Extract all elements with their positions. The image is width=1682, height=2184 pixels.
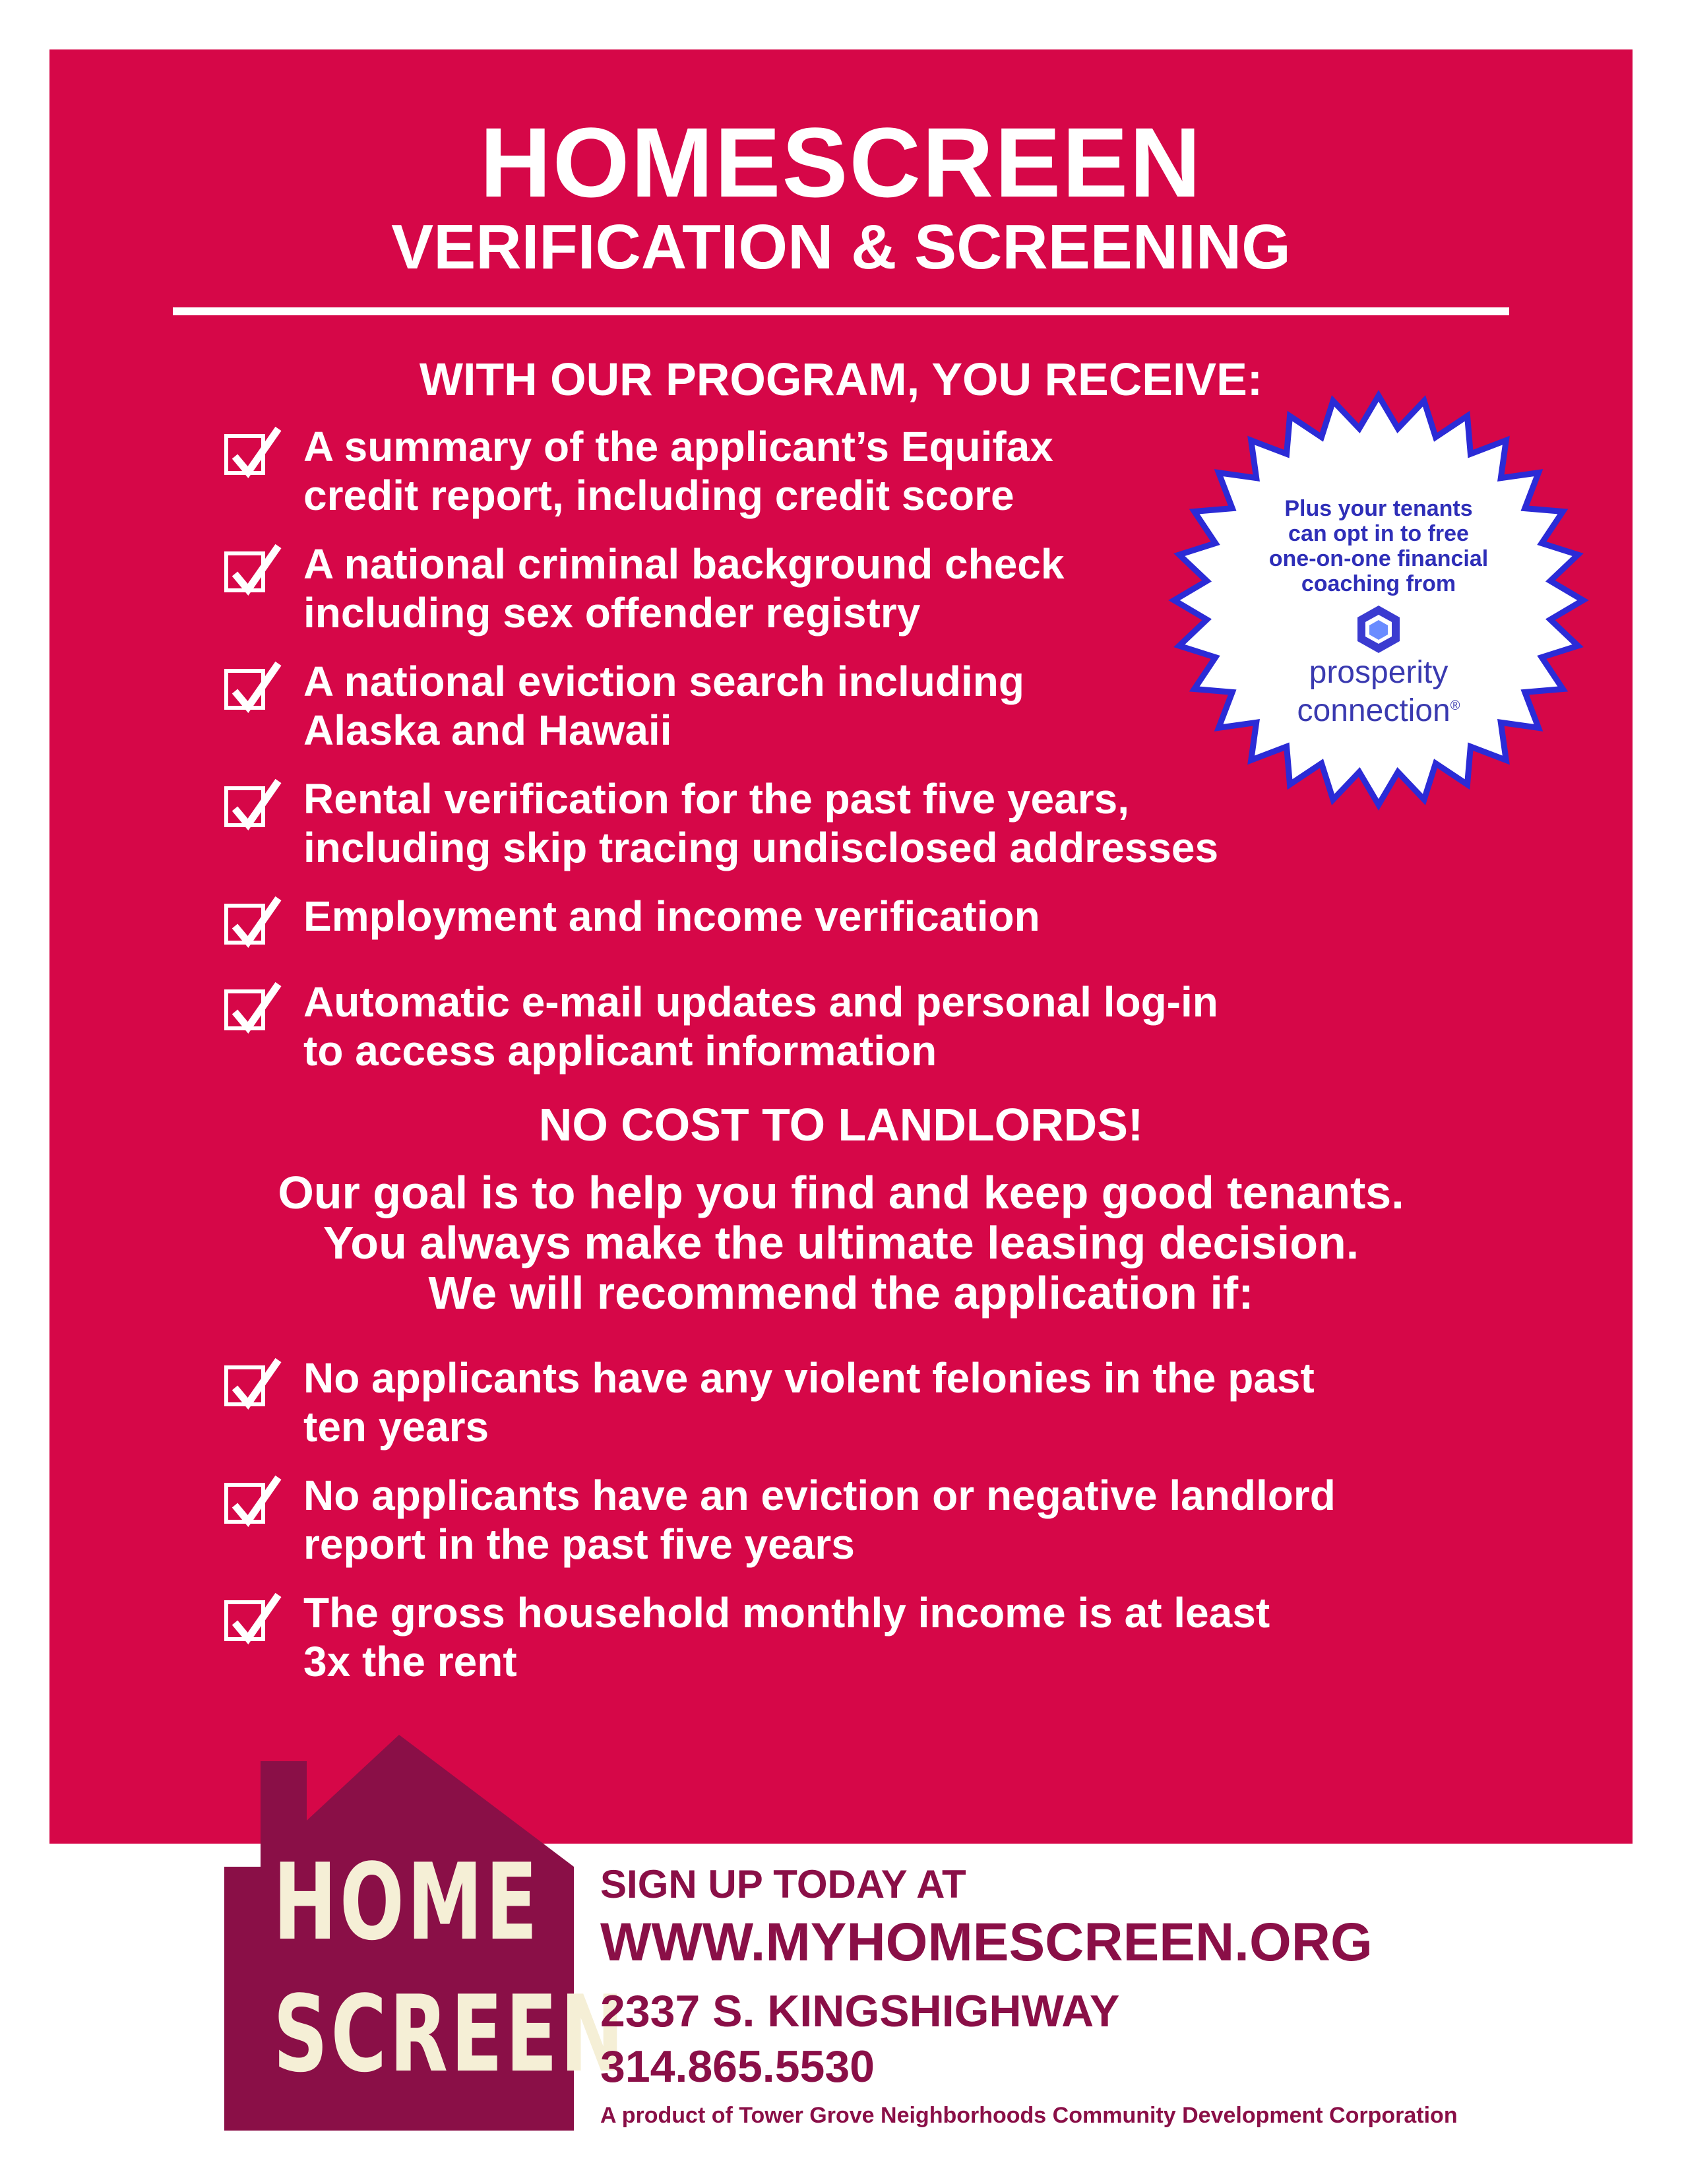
benefit-line: Rental verification for the past five years,	[303, 775, 1129, 823]
receive-heading: WITH OUR PROGRAM, YOU RECEIVE:	[419, 354, 1263, 405]
checkbox-icon	[224, 669, 265, 710]
starburst-text	[1240, 496, 1517, 596]
benefit-line: Automatic e-mail updates and personal log-in	[303, 978, 1218, 1026]
benefit-line: Alaska and Hawaii	[303, 706, 672, 754]
criteria-line: No applicants have an eviction or negative landlord	[303, 1472, 1336, 1519]
registered-mark: ®	[1450, 699, 1460, 713]
benefit-line: Employment and income verification	[303, 892, 1040, 940]
benefit-line: A national eviction search including	[303, 658, 1024, 705]
checkbox-icon	[224, 1483, 265, 1524]
checkbox-icon	[224, 434, 265, 475]
page-title: HOMESCREEN	[480, 107, 1202, 218]
page-subtitle: VERIFICATION & SCREENING	[391, 212, 1291, 282]
starburst-line: coaching from	[1301, 571, 1456, 596]
product-credit: A product of Tower Grove Neighborhoods Community Development Corporation	[600, 2103, 1458, 2128]
checkbox-icon	[224, 989, 265, 1030]
starburst-badge	[1168, 389, 1590, 811]
checkbox-icon	[224, 904, 265, 945]
checkbox-icon	[224, 1600, 265, 1641]
brand-line: connection	[1297, 693, 1450, 728]
starburst-line: Plus your tenants	[1284, 496, 1473, 521]
benefit-line: including sex offender registry	[303, 589, 921, 637]
benefit-line: to access applicant information	[303, 1027, 937, 1075]
goal-line: Our goal is to help you find and keep good tenants.	[278, 1167, 1404, 1218]
red-panel	[49, 49, 1633, 1844]
brand-line: prosperity	[1309, 655, 1448, 690]
benefit-line: including skip tracing undisclosed addresses	[303, 824, 1219, 871]
criteria-line: No applicants have any violent felonies in the past	[303, 1354, 1315, 1402]
benefit-line: credit report, including credit score	[303, 472, 1014, 519]
checkbox-icon	[224, 786, 265, 827]
starburst-line: one-on-one financial	[1268, 546, 1489, 571]
logo-word-home: HOME	[273, 1840, 541, 1964]
checkbox-icon	[224, 551, 265, 592]
prosperity-connection-logo-icon	[1354, 604, 1404, 654]
starburst-line: can opt in to free	[1288, 521, 1469, 546]
benefit-line: A summary of the applicant’s Equifax	[303, 423, 1053, 470]
no-cost-heading: NO COST TO LANDLORDS!	[538, 1099, 1144, 1150]
website-link[interactable]: WWW.MYHOMESCREEN.ORG	[600, 1912, 1373, 1972]
criteria-line: ten years	[303, 1403, 489, 1451]
criteria-line: report in the past five years	[303, 1520, 855, 1568]
goal-statement	[49, 1168, 1633, 1318]
phone-number[interactable]: 314.865.5530	[600, 2042, 875, 2092]
divider	[173, 307, 1509, 315]
signup-text: SIGN UP TODAY AT	[600, 1862, 966, 1906]
prosperity-connection-wordmark	[1240, 656, 1517, 728]
benefit-line: A national criminal background check	[303, 540, 1065, 588]
logo-word-screen: SCREEN	[273, 1972, 627, 2096]
goal-line: We will recommend the application if:	[428, 1267, 1254, 1319]
checkbox-icon	[224, 1365, 265, 1406]
goal-line: You always make the ultimate leasing decision.	[323, 1217, 1359, 1268]
criteria-line: 3x the rent	[303, 1638, 517, 1685]
criteria-line: The gross household monthly income is at least	[303, 1589, 1270, 1637]
address-text: 2337 S. KINGSHIGHWAY	[600, 1986, 1120, 2036]
